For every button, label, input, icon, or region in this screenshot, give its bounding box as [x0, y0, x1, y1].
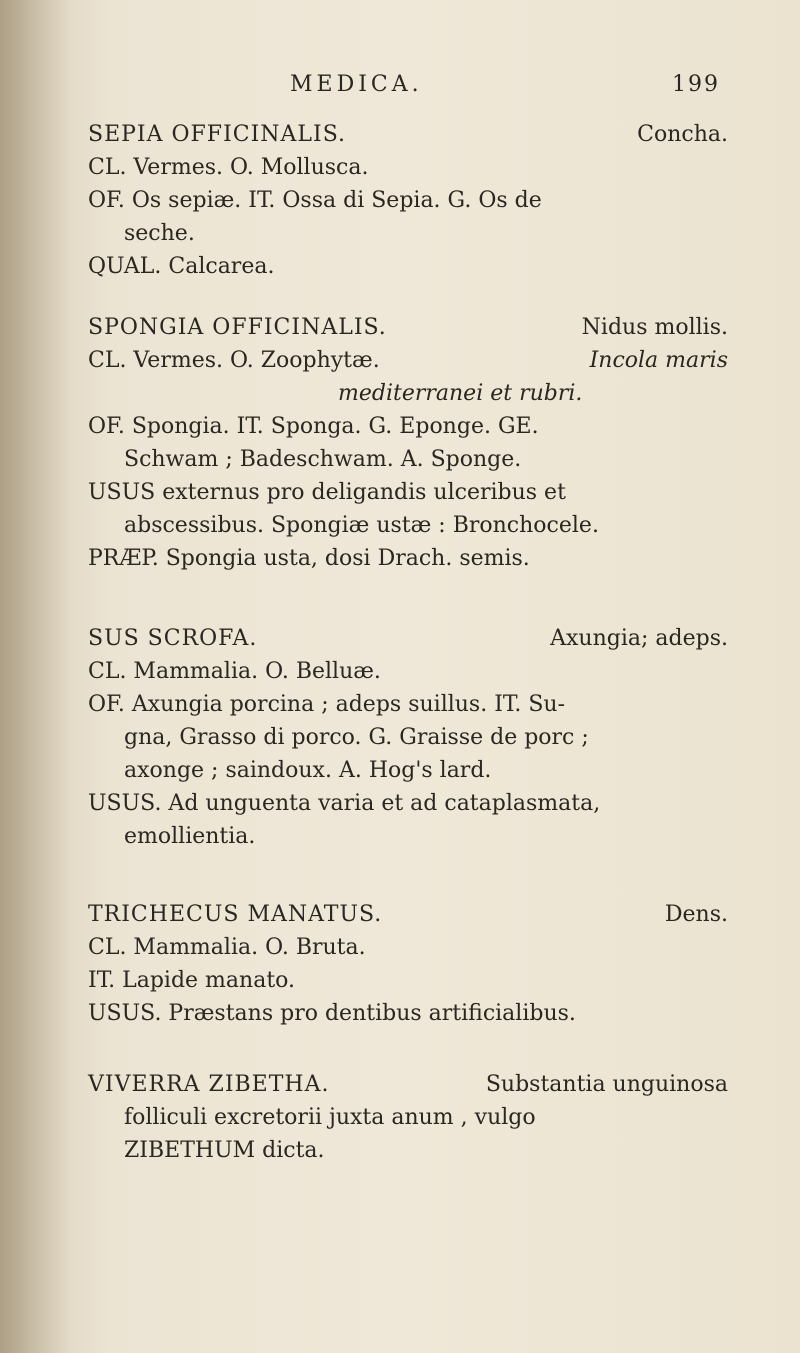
- entry-line: VIVERRA ZIBETHA. Substantia unguinosa: [88, 1072, 728, 1097]
- entry-spongia: [88, 311, 728, 575]
- entry-line: CL. Mammalia. O. Bruta.: [88, 935, 366, 960]
- entry-line: emollientia.: [124, 824, 256, 849]
- entry-sepia: [88, 118, 728, 283]
- entry-line: axonge ; saindoux. A. Hog's lard.: [124, 758, 492, 783]
- entry-line: CL. Vermes. O. Zoophytæ. Incola maris: [88, 348, 728, 373]
- entry-line: ZIBETHUM dicta.: [124, 1138, 325, 1163]
- entry-line: TRICHECUS MANATUS. Dens.: [88, 902, 728, 927]
- page-gutter-shadow: [0, 0, 70, 1353]
- entry-line: SUS SCROFA. Axungia; adeps.: [88, 626, 728, 651]
- entry-sus-scrofa: [88, 622, 728, 853]
- entry-line: CL. Vermes. O. Mollusca.: [88, 155, 369, 180]
- running-title: MEDICA.: [290, 72, 423, 97]
- entry-line: OF. Os sepiæ. IT. Ossa di Sepia. G. Os de: [88, 188, 542, 213]
- entry-line: PRÆP. Spongia usta, dosi Drach. semis.: [88, 546, 530, 571]
- entry-line: OF. Spongia. IT. Sponga. G. Eponge. GE.: [88, 414, 539, 439]
- entry-viverra-zibetha: [88, 1068, 728, 1167]
- entry-line: USUS externus pro deligandis ulceribus et: [88, 480, 566, 505]
- entry-line: QUAL. Calcarea.: [88, 254, 275, 279]
- entry-line: folliculi excretorii juxta anum , vulgo: [124, 1105, 536, 1130]
- entry-line: SEPIA OFFICINALIS. Concha.: [88, 122, 728, 147]
- entry-line: abscessibus. Spongiæ ustæ : Bronchocele.: [124, 513, 599, 538]
- entry-line: USUS. Præstans pro dentibus artificialibus.: [88, 1001, 576, 1026]
- entry-line: gna, Grasso di porco. G. Graisse de porc ;: [124, 725, 589, 750]
- entry-line: SPONGIA OFFICINALIS. Nidus mollis.: [88, 315, 728, 340]
- entry-line: CL. Mammalia. O. Belluæ.: [88, 659, 381, 684]
- entry-line: OF. Axungia porcina ; adeps suillus. IT. Su-: [88, 692, 565, 717]
- entry-line: USUS. Ad unguenta varia et ad cataplasmata,: [88, 791, 601, 816]
- page-header: [170, 72, 720, 106]
- entry-line: seche.: [124, 221, 195, 246]
- entry-line: Schwam ; Badeschwam. A. Sponge.: [124, 447, 522, 472]
- page-number: 199: [672, 72, 720, 97]
- entry-line: IT. Lapide manato.: [88, 968, 296, 993]
- entry-trichecus-manatus: [88, 898, 728, 1030]
- entry-line: mediterranei et rubri.: [338, 381, 583, 406]
